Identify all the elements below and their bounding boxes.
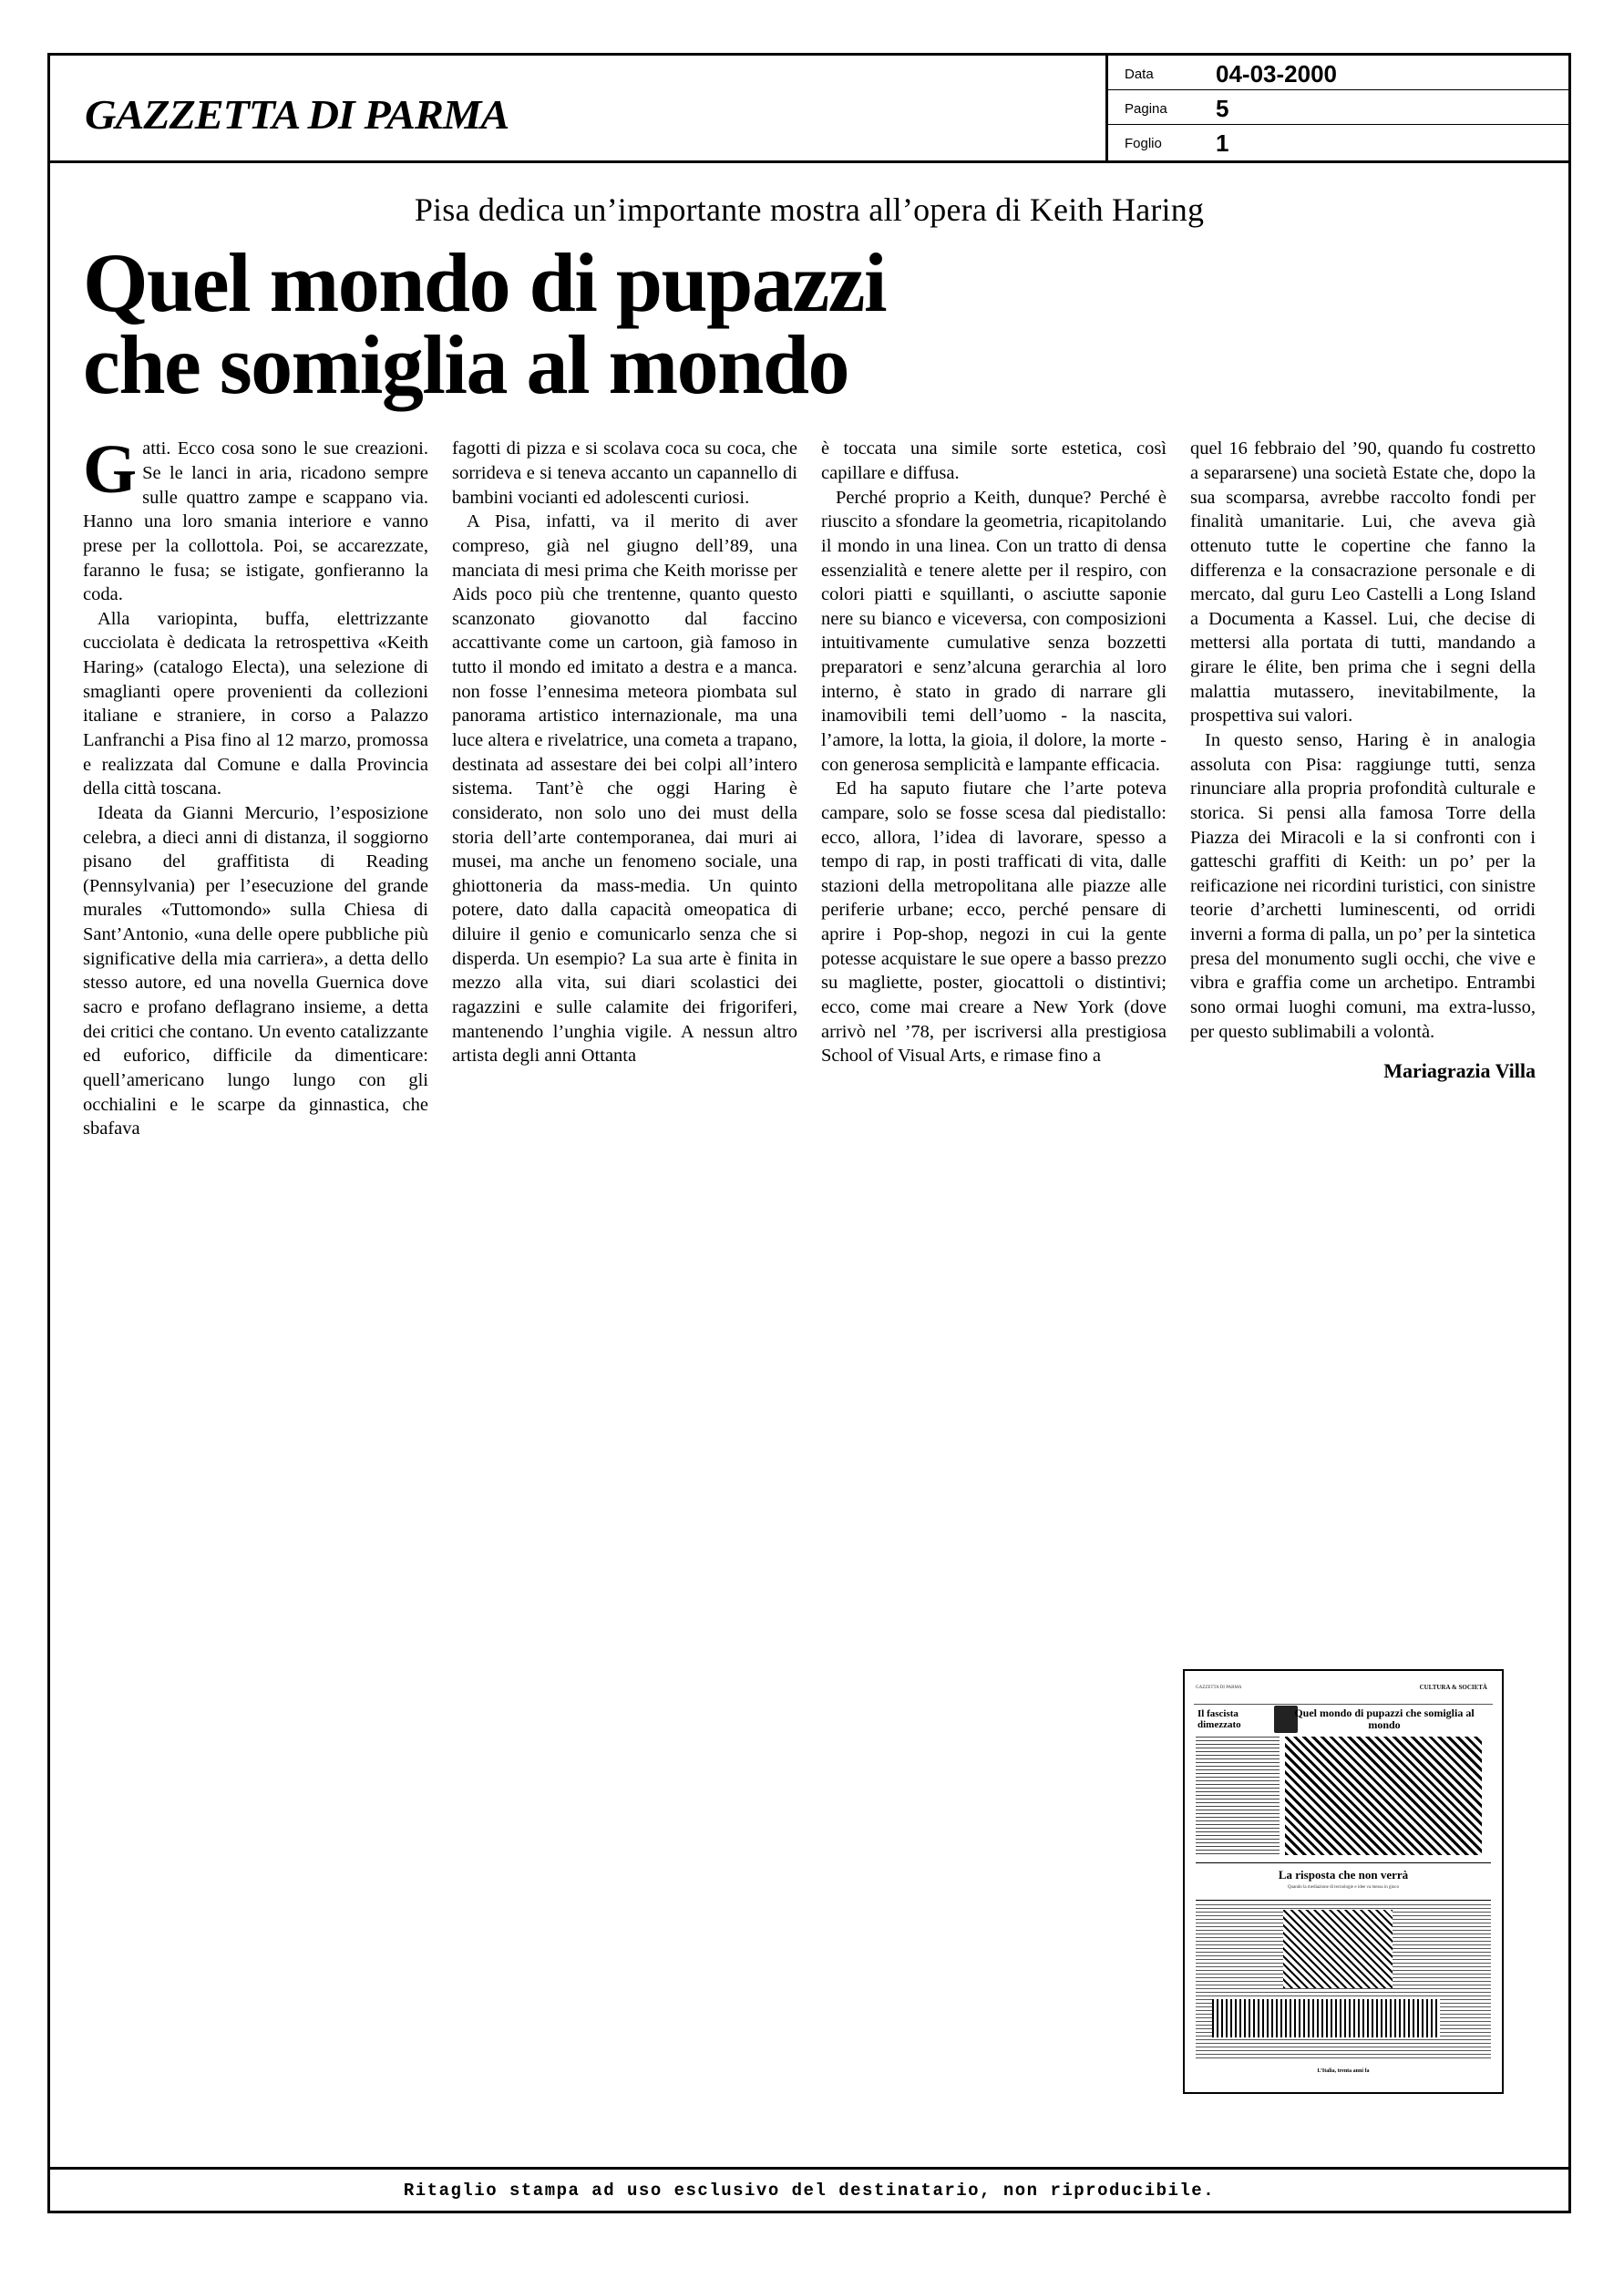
facsimile-paper-name: GAZZETTA DI PARMA <box>1196 1686 1242 1690</box>
meta-row-data <box>1108 56 1568 90</box>
facsimile-section-name: CULTURA & SOCIETÀ <box>1419 1684 1487 1691</box>
facsimile-artwork <box>1285 1737 1482 1855</box>
facsimile-text-block-left <box>1196 1737 1280 1855</box>
page-facsimile-thumbnail <box>1183 1669 1504 2094</box>
meta-label-foglio: Foglio <box>1125 136 1162 151</box>
dropcap: G <box>83 431 138 509</box>
facsimile-masthead <box>1194 1680 1493 1705</box>
facsimile-lower-block <box>1196 1904 1491 2059</box>
meta-value-pagina: 5 <box>1216 95 1229 122</box>
facsimile-main-headline: Quel mondo di pupazzi che somiglia al mondo <box>1294 1707 1475 1731</box>
meta-value-foglio: 1 <box>1216 129 1229 157</box>
article-column-4 <box>1190 437 1536 1141</box>
article-body <box>50 191 1568 1141</box>
facsimile-band-title: La risposta che non verrà <box>1278 1868 1409 1882</box>
article-headline <box>83 236 1505 412</box>
paragraph: Ed ha saputo fiutare che l’arte poteva campare, solo se fosse scesa dal piedistallo: ecco, allora, l’idea di lavorare, spesso a tempo di rap, in posti trafficati di vita, dalle stazioni della metropolitana alle piazze alle periferie urbane; ecco, perché pensare di aprire i Pop-shop, negozi in cui la gente potesse acquistare le sue opere a basso prezzo su magliette, poster, giocattoli o distintivi; ecco, come mai creare a New York (dove arrivò nel ’78, per iscriversi alla prestigiosa School of Visual Arts, e rimase fino a <box>821 779 1167 1067</box>
facsimile-bottom-headline: L’Italia, trenta anni fa <box>1317 2068 1370 2074</box>
facsimile-lower-artwork-2 <box>1212 1999 1440 2037</box>
newspaper-clipping-page <box>47 53 1571 2213</box>
paragraph: Alla variopinta, buffa, elettrizzante cucciolata è dedicata la retrospettiva «Keith Haring» (catalogo Electa), una selezione di smaglianti opere provenienti da collezioni italiane e straniere, in corso a Palazzo Lanfranchi a Pisa fino al 12 marzo, promossa e realizzata dal Comune e dalla Provincia della città toscana. <box>83 608 428 799</box>
paragraph: fagotti di pizza e si scolava coca su coca, che sorrideva e si teneva accanto un capannello di bambini vocianti ed adolescenti curiosi. <box>452 438 797 508</box>
meta-label-data: Data <box>1125 67 1154 82</box>
newspaper-logo: GAZZETTA DI PARMA <box>85 91 509 138</box>
meta-row-foglio <box>1108 125 1568 160</box>
paragraph: è toccata una simile sorte estetica, così capillare e diffusa. <box>821 438 1167 483</box>
paragraph <box>83 431 428 606</box>
facsimile-band-subtitle: Quando la mediazione di tecnologie e idee va messa in gioco <box>1287 1885 1400 1890</box>
meta-row-pagina <box>1108 90 1568 125</box>
paragraph-text: atti. Ecco cosa sono le sue creazioni. Se le lanci in aria, ricadono sempre sulle quattro zampe e scappano via. Hanno una loro smania interiore e vanno prese per la collottola. Poi, se accarezzate, faranno le fusa; se istigate, gonfieranno la coda. <box>83 438 428 605</box>
paragraph: In questo senso, Haring è in analogia assoluta con Pisa: raggiunge tutti, senza rinunciare alla propria profondità culturale e storica. Si pensi alla famosa Torre della Piazza dei Miracoli e la si confronti con i gatteschi graffiti di Keith: un po’ per la reificazione nei ricordini turistici, con sinistre teorie d’archetti luminescenti, od orridi inverni a forma di palla, un po’ per la sintetica presa del monumento sugli occhi, che vive e vibra e graffia come un archetipo. Entrambi sono ormai luoghi comuni, ma extra-lusso, per questo sublimabili a volontà. <box>1190 730 1536 1042</box>
meta-value-data: 04-03-2000 <box>1216 60 1337 88</box>
facsimile-lower-artwork <box>1283 1910 1393 1988</box>
footer-notice-bar <box>50 2167 1568 2211</box>
article-columns <box>83 431 1536 1141</box>
meta-label-pagina: Pagina <box>1125 101 1167 117</box>
facsimile-band <box>1196 1862 1491 1901</box>
footer-notice: Ritaglio stampa ad uso esclusivo del destinatario, non riproducibile. <box>403 2180 1216 2201</box>
article-byline: Mariagrazia Villa <box>1383 1059 1536 1083</box>
paragraph: Perché proprio a Keith, dunque? Perché è riuscito a sfondare la geometria, ricapitolando il mondo in una linea. Con un tratto di densa essenzialità e tenere alette per il respiro, con colori piatti e squillanti, o asciutte saponie nere su bianco e viceversa, con composizioni intuitivamente cumulative senza bozzetti preparatori e senz’alcuna gerarchia al loro interno, è stato in grado di narrare gli inamovibili temi dell’uomo - la nascita, l’amore, la lotta, la gioia, il dolore, la morte - con generosa semplicità e lampante efficacia. <box>821 487 1167 775</box>
headline-line-1: Quel mondo di pupazzi <box>83 236 887 329</box>
article-column-1 <box>83 431 428 1141</box>
article-kicker: Pisa dedica un’importante mostra all’opera di Keith Haring <box>414 191 1205 228</box>
article-column-3 <box>821 437 1167 1141</box>
headline-line-2: che somiglia al mondo <box>83 318 848 412</box>
facsimile-inner <box>1194 1680 1493 2083</box>
clipping-meta-box <box>1105 56 1568 160</box>
facsimile-secondary-headline: Il fascista dimezzato <box>1197 1708 1241 1730</box>
paragraph: quel 16 febbraio del ’90, quando fu costretto a separarsene) una società Estate che, dopo la sua scomparsa, avrebbe raccolto fondi per finalità umanitarie. Lui, che aveva già ottenuto tutte le copertine che fanno la differenza e la consacrazione personale e di mercato, dal guru Leo Castelli a Long Island a Documenta a Kassel. Lui, che decise di mettersi alla portata di tutti, mandando a girare le élite, ben prima che i segni della malattia mutassero, inevitabilmente, la prospettiva sui valori. <box>1190 438 1536 727</box>
paragraph: Ideata da Gianni Mercurio, l’esposizione celebra, a dieci anni di distanza, il soggiorno pisano del graffitista di Reading (Pennsylvania) per l’esecuzione del grande murales «Tuttomondo» sulla Chiesa di Sant’Antonio, «una delle opere pubbliche più significative della mia carriera», a detta dello stesso autore, ed una novella Guernica dove sacro e profano deflagrano insieme, a detta dei critici che contano. Un evento catalizzante ed euforico, difficile da dimenticare: quell’americano lungo lungo con gli occhialini e le scarpe da ginnastica, che sbafava <box>83 802 428 1140</box>
masthead <box>50 56 1568 163</box>
paragraph: A Pisa, infatti, va il merito di aver compreso, già nel giugno dell’89, una manciata di mesi prima che Keith morisse per Aids poco più che trentenne, quanto questo scanzonato giovanotto dal faccino accattivante come un cartoon, già famoso in tutto il mondo ed imitato a destra e a manca. non fosse l’ennesima meteora piombata sul panorama artistico internazionale, ma una luce altera e rivelatrice, una cometa a trapano, destinata ad assestare dei bei colpi all’intero sistema. Tant’è che oggi Haring è considerato, non solo uno dei must della storia dell’arte contemporanea, dai muri ai musei, ma anche un fenomeno sociale, una ghiottoneria da mass-media. Un quinto potere, dato dalla capacità omeopatica di diluire il genio e comunicarlo senza che si disperda. Un esempio? La sua arte è finita in mezzo alla vita, sui diari scolastici dei ragazzini e sulle calamite dei frigoriferi, mantenendo l’unghia vigile. A nessun altro artista degli anni Ottanta <box>452 511 797 1067</box>
article-column-2 <box>452 437 797 1141</box>
